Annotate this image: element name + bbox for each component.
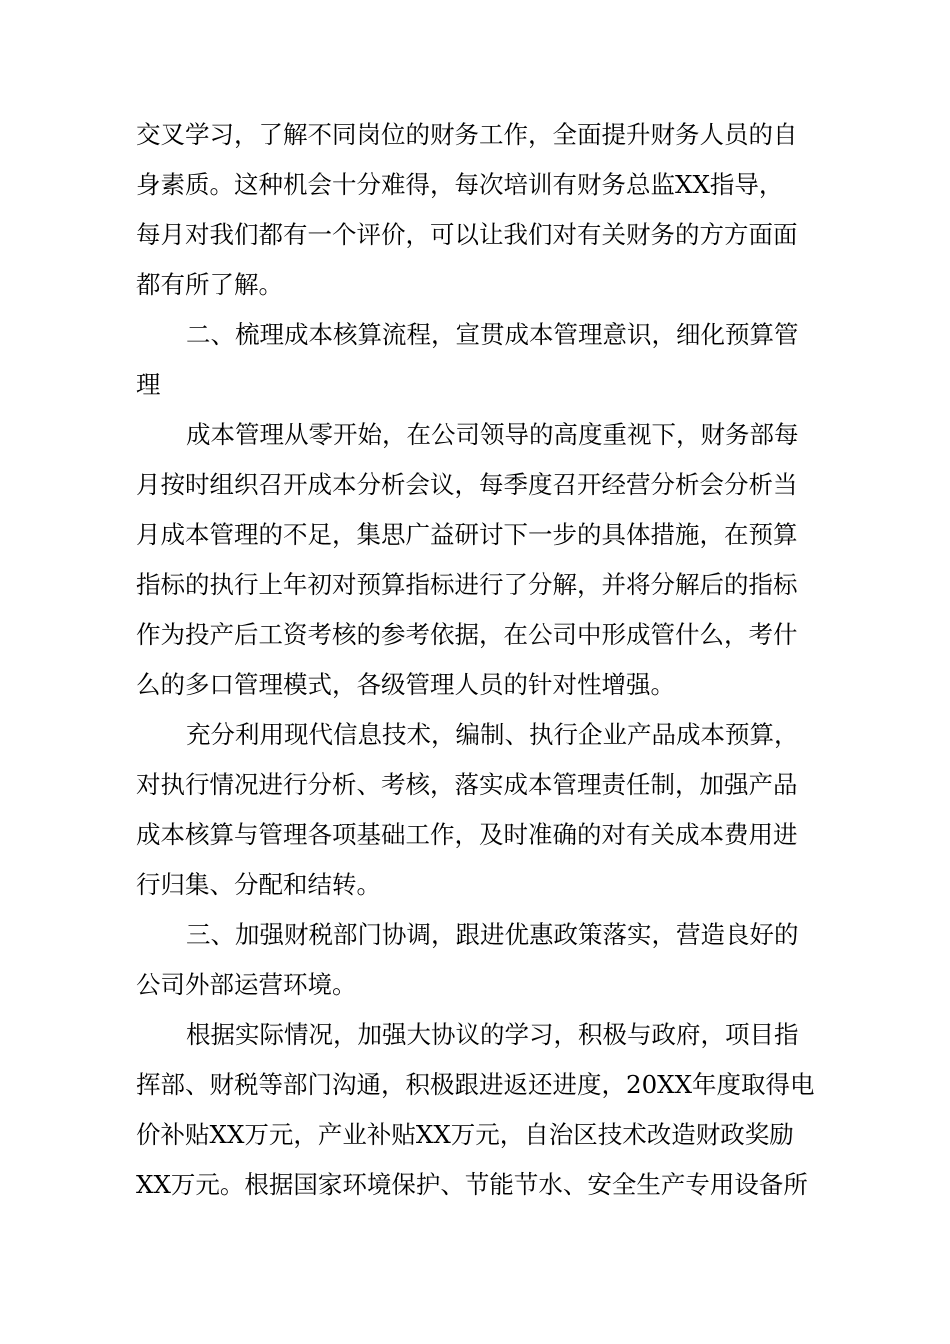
text-line: 成本管理从零开始，在公司领导的高度重视下，财务部每 (186, 420, 799, 449)
text-line: 每月对我们都有一个评价，可以让我们对有关财务的方方面面 (136, 220, 798, 249)
section-heading-two (136, 310, 826, 410)
paragraph-policy-subsidies (136, 1010, 826, 1210)
paragraph-cost-management (136, 410, 826, 710)
section-heading-three (136, 910, 826, 1010)
text-line: 作为投产后工资考核的参考依据，在公司中形成管什么，考什 (136, 620, 798, 649)
text-line: 挥部、财税等部门沟通，积极跟进返还进度，20XX年度取得电 (136, 1070, 815, 1099)
text-line: 月按时组织召开成本分析会议，每季度召开经营分析会分析当 (136, 470, 798, 499)
text-line: 都有所了解。 (136, 270, 283, 299)
text-line: XX万元。根据国家环境保护、节能节水、安全生产专用设备所 (136, 1170, 808, 1199)
text-line: 充分利用现代信息技术，编制、执行企业产品成本预算， (186, 720, 799, 749)
text-line: 么的多口管理模式，各级管理人员的针对性增强。 (136, 670, 675, 699)
text-line: 理 (136, 370, 161, 399)
text-line: 交叉学习，了解不同岗位的财务工作，全面提升财务人员的自 (136, 120, 798, 149)
text-line: 二、梳理成本核算流程，宣贯成本管理意识，细化预算管 (186, 320, 799, 349)
paragraph-information-technology (136, 710, 826, 910)
text-line: 指标的执行上年初对预算指标进行了分解，并将分解后的指标 (136, 570, 798, 599)
text-line: 公司外部运营环境。 (136, 970, 357, 999)
document-body (136, 110, 826, 1210)
text-line: 三、加强财税部门协调，跟进优惠政策落实，营造良好的 (186, 920, 799, 949)
text-line: 身素质。这种机会十分难得，每次培训有财务总监XX指导， (136, 170, 784, 199)
text-line: 月成本管理的不足，集思广益研讨下一步的具体措施，在预算 (136, 520, 798, 549)
text-line: 价补贴XX万元，产业补贴XX万元，自治区技术改造财政奖励 (136, 1120, 794, 1149)
text-line: 对执行情况进行分析、考核，落实成本管理责任制，加强产品 (136, 770, 798, 799)
text-line: 成本核算与管理各项基础工作，及时准确的对有关成本费用进 (136, 820, 798, 849)
text-line: 根据实际情况，加强大协议的学习，积极与政府，项目指 (186, 1020, 799, 1049)
paragraph-training-continued (136, 110, 826, 310)
text-line: 行归集、分配和结转。 (136, 870, 381, 899)
